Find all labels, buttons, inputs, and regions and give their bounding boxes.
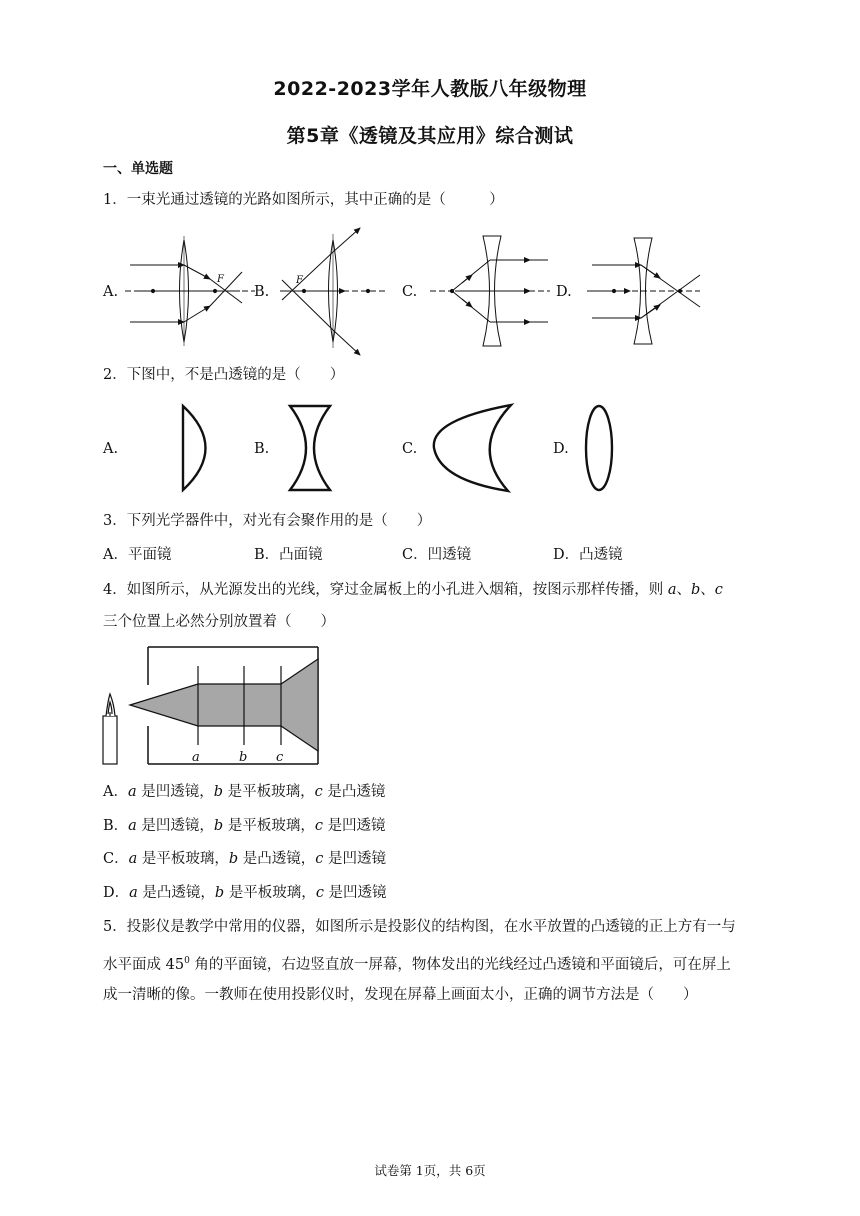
q5-line2: 水平面成 $45^0$ 角的平面镜，右边竖直放一屏幕，物体发出的光线经过凸透镜和平面镜后，可在屏上 bbox=[103, 956, 731, 973]
q3-option-b: B．凸面镜 bbox=[254, 547, 323, 563]
q4-stem-line2: 三个位置上必然分别放置着（ ） bbox=[103, 614, 335, 630]
q4-label-a: a bbox=[192, 750, 200, 765]
q1-label-a: A. bbox=[103, 284, 119, 300]
q3-option-d: D．凸透镜 bbox=[553, 547, 623, 563]
q5-line1: 5．投影仪是教学中常用的仪器，如图所示是投影仪的结构图，在水平放置的凸透镜的正上方有一与 bbox=[103, 919, 736, 935]
q4-label-b: b bbox=[239, 750, 248, 765]
q3-option-a: A．平面镜 bbox=[103, 547, 172, 563]
q4-stem-line1: 4．如图所示，从光源发出的光线，穿过金属板上的小孔进入烟箱，按图示那样传播，则 a、b、c bbox=[103, 582, 723, 598]
q3-stem: 3．下列光学器件中，对光有会聚作用的是（ ） bbox=[103, 513, 432, 529]
section-heading: 一、单选题 bbox=[103, 161, 173, 177]
q2-label-d: D. bbox=[553, 441, 569, 457]
q3-option-c: C．凹透镜 bbox=[402, 547, 472, 563]
q1-label-b: B. bbox=[254, 284, 270, 300]
page-title: 2022-2023学年人教版八年级物理 bbox=[273, 78, 587, 100]
q4-option-b: B．a 是凹透镜，b 是平板玻璃，c 是凹透镜 bbox=[103, 818, 386, 834]
q1-label-c: C. bbox=[402, 284, 418, 300]
page-footer: 试卷第 1页，共 6页 bbox=[374, 1163, 486, 1178]
page-subtitle: 第5章《透镜及其应用》综合测试 bbox=[286, 125, 574, 147]
q4-label-c: c bbox=[276, 750, 284, 765]
q2-stem: 2．下图中，不是凸透镜的是（ ） bbox=[103, 367, 345, 383]
q2-label-b: B. bbox=[254, 441, 270, 457]
q4-light-beam bbox=[130, 659, 318, 751]
q4-option-d: D．a 是凸透镜，b 是平板玻璃，c 是凹透镜 bbox=[103, 885, 387, 901]
q5-line3: 成一清晰的像。一教师在使用投影仪时，发现在屏幕上画面太小，正确的调节方法是（ ） bbox=[103, 987, 698, 1003]
q1-a-focus-label: F bbox=[217, 274, 224, 285]
candle-icon bbox=[103, 694, 117, 764]
q2-label-a: A. bbox=[103, 441, 119, 457]
q1-label-d: D. bbox=[556, 284, 572, 300]
q4-option-c: C．a 是平板玻璃，b 是凸透镜，c 是凹透镜 bbox=[103, 851, 387, 867]
q4-option-a: A．a 是凹透镜，b 是平板玻璃，c 是凸透镜 bbox=[103, 784, 386, 800]
q2-label-c: C. bbox=[402, 441, 418, 457]
q1-b-focus-label: F bbox=[296, 275, 303, 286]
q1-stem: 1．一束光通过透镜的光路如图所示，其中正确的是（ ） bbox=[103, 192, 504, 208]
